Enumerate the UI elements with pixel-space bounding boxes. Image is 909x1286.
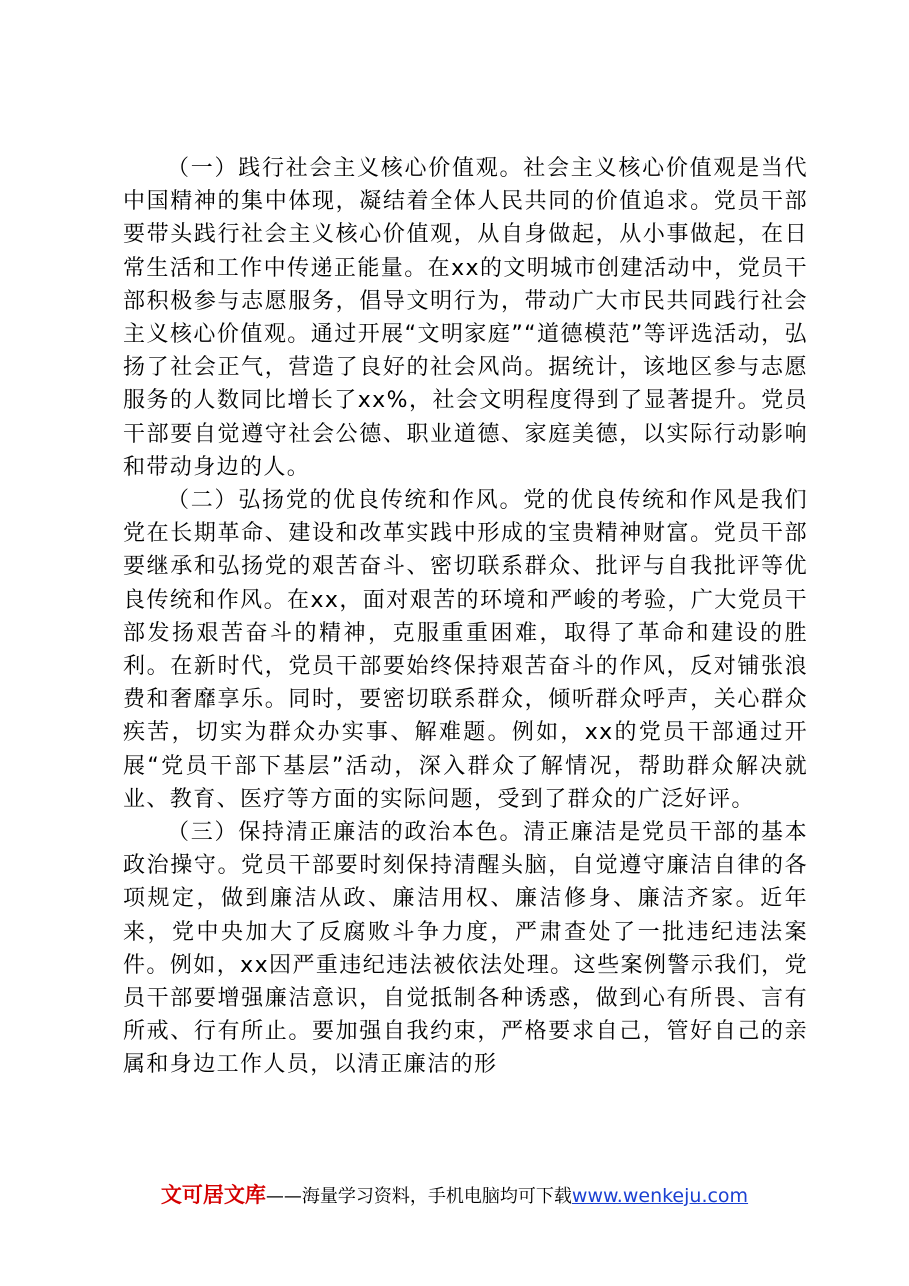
paragraph-integrity: （三）保持清正廉洁的政治本色。清正廉洁是党员干部的基本政治操守。党员干部要时刻保持清醒头脑，自觉遵守廉洁自律的各项规定，做到廉洁从政、廉洁用权、廉洁修身、廉洁齐家。近年来，党中央加大了反腐败斗争力度，严肃查处了一批违纪违法案件。例如，xx因严重违纪违法被依法处理。这些案例警示我们，党员干部要增强廉洁意识，自觉抵制各种诱惑，做到心有所畏、言有所戒、行有所止。要加强自我约束，严格要求自己，管好自己的亲属和身边工作人员，以清正廉洁的形	[123, 820, 808, 1078]
footer-slogan: ——海量学习资料，手机电脑均可下载	[265, 1186, 572, 1207]
footer-url-link[interactable]: www.wenkeju.com	[571, 1185, 749, 1207]
paragraph-party-traditions: （二）弘扬党的优良传统和作风。党的优良传统和作风是我们党在长期革命、建设和改革实践中形成的宝贵精神财富。党员干部要继承和弘扬党的艰苦奋斗、密切联系群众、批评与自我批评等优良传统和作风。在xx，面对艰苦的环境和严峻的考验，广大党员干部发扬艰苦奋斗的精神，克服重重困难，取得了革命和建设的胜利。在新时代，党员干部要始终保持艰苦奋斗的作风，反对铺张浪费和奢靡享乐。同时，要密切联系群众，倾听群众呼声，关心群众疾苦，切实为群众办实事、解难题。例如，xx的党员干部通过开展“党员干部下基层”活动，深入群众了解情况，帮助群众解决就业、教育、医疗等方面的实际问题，受到了群众的广泛好评。	[123, 488, 808, 812]
paragraph-core-values: （一）践行社会主义核心价值观。社会主义核心价值观是当代中国精神的集中体现，凝结着全体人民共同的价值追求。党员干部要带头践行社会主义核心价值观，从自身做起，从小事做起，在日常生活和工作中传递正能量。在xx的文明城市创建活动中，党员干部积极参与志愿服务，倡导文明行为，带动广大市民共同践行社会主义核心价值观。通过开展“文明家庭”“道德模范”等评选活动，弘扬了社会正气，营造了良好的社会风尚。据统计，该地区参与志愿服务的人数同比增长了xx%，社会文明程度得到了显著提升。党员干部要自觉遵守社会公德、职业道德、家庭美德，以实际行动影响和带动身边的人。	[123, 156, 808, 480]
footer-brand: 文可居文库	[160, 1183, 266, 1207]
document-body	[123, 152, 808, 1082]
footer-banner	[0, 1180, 909, 1212]
